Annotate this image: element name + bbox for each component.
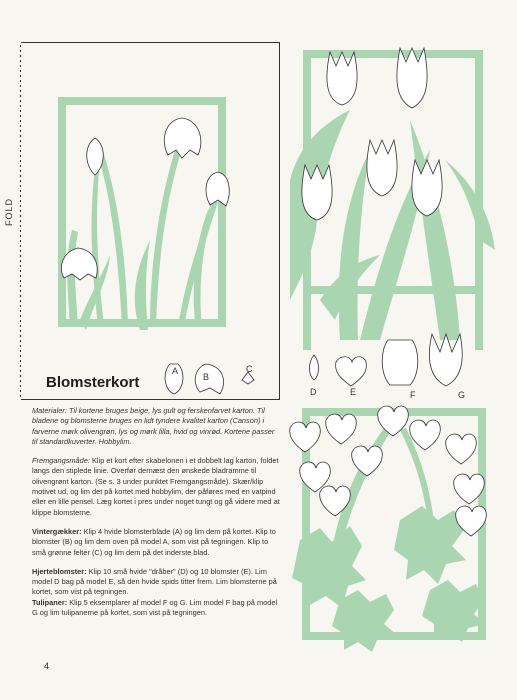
snowdrop-parts bbox=[165, 364, 254, 394]
materials-label: Materialer: bbox=[32, 406, 67, 415]
snowdrop-illustration bbox=[58, 97, 226, 330]
fold-label: FOLD bbox=[4, 197, 14, 226]
heart-text: Klip 10 små hvide "dråber" (D) og 10 blomster (E). Lim model D bag på model E, så den hvide spids titter frem. Lim blomsterne på kortet, som vist på tegningen. bbox=[32, 566, 277, 597]
materials-paragraph bbox=[32, 406, 280, 447]
heart-paragraph bbox=[32, 567, 280, 598]
tulip-text: Klip 5 eksemplarer af model F og G. Lim model F bag på model G og lim tulipanerne på kortet, som vist på tegningen. bbox=[32, 597, 278, 618]
bleeding-heart-flowers bbox=[290, 406, 487, 536]
part-label-b: B bbox=[203, 372, 210, 382]
part-label-c: C bbox=[246, 364, 253, 374]
part-label-g: G bbox=[458, 390, 466, 400]
tulip-heart-parts bbox=[310, 334, 463, 386]
part-label-e: E bbox=[350, 387, 357, 397]
tulip-paragraph bbox=[32, 598, 280, 619]
method-label: Fremgangsmåde: bbox=[32, 456, 90, 466]
part-label-d: D bbox=[310, 387, 317, 397]
method-paragraph bbox=[32, 456, 280, 518]
part-label-f: F bbox=[410, 390, 416, 400]
method-text: Klip et kort efter skabelonen i et dobbelt lag karton, foldet langs den stiplede linie. Overfør dernæst den ønskede bladramme til olivengrønt karton. (Se s. 3 under punktet Fremgangsmåde). Skær/klip motivet ud, og lim det på kortet med hobbylim, der påføres med en vatpind eller en lille pensel. Læg kortet i pres under noget tungt og gå videre med at klippe blomsterne. bbox=[32, 456, 280, 517]
heart-label: Hjerteblomster: bbox=[32, 566, 87, 576]
page-number: 4 bbox=[44, 661, 50, 671]
snowdrop-label: Vintergækker: bbox=[32, 526, 82, 536]
snowdrop-text: Klip 4 hvide blomsterblade (A) og lim dem på kortet. Klip to blomster (B) og lim dem oven på model A, som vist på tegningen. Klip to små grønne felter (C) og lim dem på det inderste blad. bbox=[32, 526, 276, 557]
materials-text: Til kortene bruges beige, lys gult og ferskenfarvet karton. Til bladene og blomsterne bruges en lidt tyndere kvalitet karton (Canson) i farverne mørk olivengrøn, lys og mørk lilla, hvid og vinrød. Kortene passer til standardkuverter. Hobbylim. bbox=[32, 406, 275, 446]
snowdrop-paragraph bbox=[32, 527, 280, 558]
instructions-text bbox=[32, 406, 280, 627]
part-label-a: A bbox=[172, 366, 179, 376]
card-title: Blomsterkort bbox=[46, 374, 140, 391]
tulip-label: Tulipaner: bbox=[32, 597, 68, 607]
